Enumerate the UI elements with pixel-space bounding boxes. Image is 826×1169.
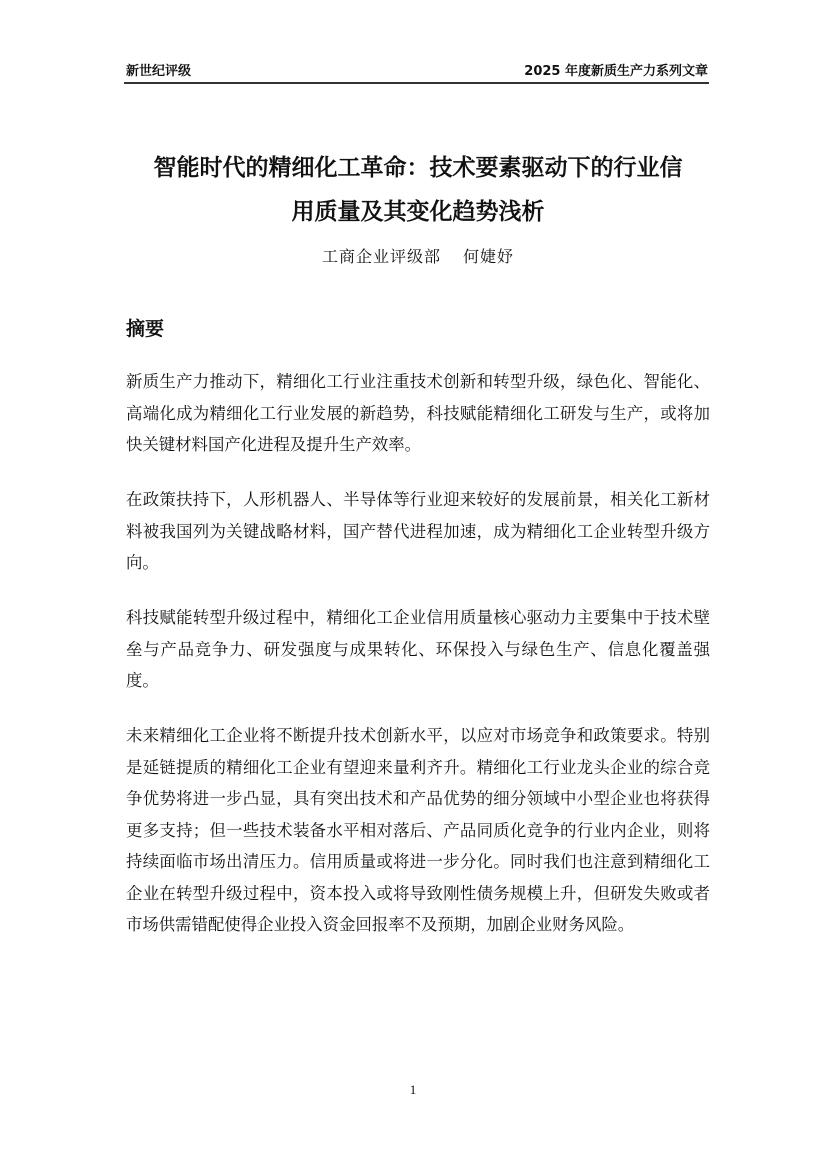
abstract-heading: 摘要	[126, 318, 165, 340]
title-line-2: 用质量及其变化趋势浅析	[291, 199, 545, 225]
page-header	[126, 60, 708, 82]
abstract-paragraph-2: 在政策扶持下，人形机器人、半导体等行业迎来较好的发展前景，相关化工新材料被我国列为关键战略材料，国产替代进程加速，成为精细化工企业转型升级方向。	[126, 490, 710, 572]
title-line-1: 智能时代的精细化工革命：技术要素驱动下的行业信	[153, 155, 683, 181]
abstract-paragraph-3: 科技赋能转型升级过程中，精细化工企业信用质量核心驱动力主要集中于技术壁垒与产品竞争力、研发强度与成果转化、环保投入与绿色生产、信息化覆盖强度。	[126, 608, 710, 690]
document-title	[118, 146, 718, 234]
header-publisher: 新世纪评级	[126, 64, 192, 79]
abstract-paragraph-1: 新质生产力推动下，精细化工行业注重技术创新和转型升级，绿色化、智能化、高端化成为精细化工行业发展的新趋势，科技赋能精细化工研发与生产，或将加快关键材料国产化进程及提升生产效率。	[126, 372, 710, 454]
header-divider	[124, 82, 709, 84]
author-line	[118, 244, 718, 267]
header-series-title: 2025 年度新质生产力系列文章	[524, 64, 708, 79]
page-number: 1	[409, 1082, 417, 1097]
author-department: 工商企业评级部	[321, 247, 441, 266]
author-name: 何婕妤	[463, 247, 515, 266]
abstract-paragraph-4: 未来精细化工企业将不断提升技术创新水平，以应对市场竞争和政策要求。特别是延链提质的精细化工企业有望迎来量利齐升。精细化工行业龙头企业的综合竞争优势将进一步凸显，具有突出技术和产品优势的细分领域中小型企业也将获得更多支持；但一些技术装备水平相对落后、产品同质化竞争的行业内企业，则将持续面临市场出清压力。信用质量或将进一步分化。同时我们也注意到精细化工企业在转型升级过程中，资本投入或将导致刚性债务规模上升，但研发失败或者市场供需错配使得企业投入资金回报率不及预期，加剧企业财务风险。	[126, 726, 710, 934]
